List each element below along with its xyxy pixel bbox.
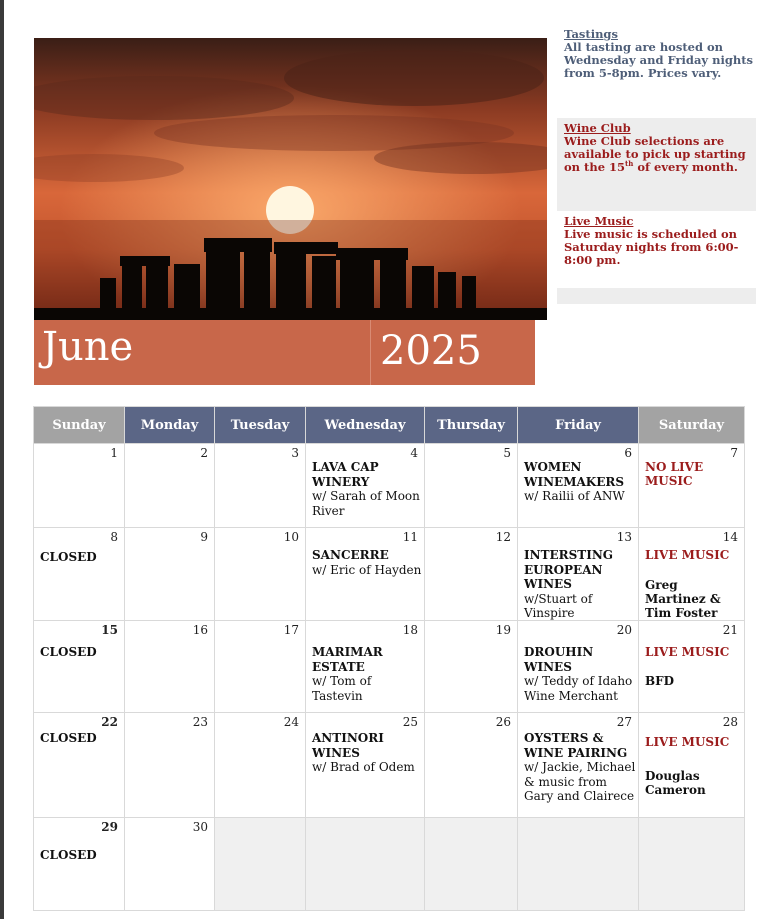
event-detail: w/ Railii of ANW (524, 489, 625, 503)
wine-club-title: Wine Club (564, 121, 631, 135)
date-number: 4 (410, 446, 418, 460)
week-row (34, 621, 745, 713)
header-thursday: Thursday (425, 407, 518, 444)
date-number: 26 (495, 715, 511, 729)
sidebar-blank-box (557, 288, 756, 304)
event (524, 460, 636, 504)
event (524, 548, 636, 621)
date-number: 19 (495, 623, 511, 637)
date-number: 14 (722, 530, 738, 544)
empty-day-cell (425, 818, 518, 911)
event-title: MARIMAR ESTATE (312, 645, 383, 674)
date-number: 21 (722, 623, 738, 637)
day-cell (518, 713, 639, 818)
date-number: 25 (402, 715, 418, 729)
date-number: 17 (283, 623, 299, 637)
event-title: OYSTERS & WINE PAIRING (524, 731, 628, 760)
date-number: 6 (624, 446, 632, 460)
weekday-header-row (34, 407, 745, 444)
date-number: 7 (730, 446, 738, 460)
month-label: June (42, 324, 134, 370)
event-title: LAVA CAP WINERY (312, 460, 379, 489)
month-year-banner (34, 320, 535, 385)
day-cell (306, 528, 425, 621)
live-music-title: Live Music (564, 214, 634, 228)
live-music-text: Live music is scheduled on Saturday nights from 6:00-8:00 pm. (564, 227, 739, 267)
wine-club-text (564, 135, 756, 174)
date-number: 18 (402, 623, 418, 637)
event-title: DROUHIN WINES (524, 645, 594, 674)
event (524, 645, 636, 703)
day-cell (125, 818, 215, 911)
event-detail: w/Stuart of Vinspire (524, 591, 593, 620)
tastings-info (557, 28, 756, 90)
date-number: 5 (503, 446, 511, 460)
date-number: 30 (192, 820, 208, 834)
date-number: 29 (101, 820, 118, 834)
day-cell (425, 713, 518, 818)
date-number: 27 (616, 715, 632, 729)
day-cell (306, 621, 425, 713)
event (312, 460, 422, 518)
event-title: WOMEN WINEMAKERS (524, 460, 625, 489)
date-number: 1 (110, 446, 118, 460)
date-number: 15 (101, 623, 118, 637)
week-row (34, 818, 745, 911)
day-cell (306, 713, 425, 818)
day-cell (425, 528, 518, 621)
empty-day-cell (518, 818, 639, 911)
event-title: SANCERRE (312, 548, 389, 562)
header-tuesday: Tuesday (215, 407, 306, 444)
event-detail: w/ Teddy of Idaho Wine Merchant (524, 674, 633, 703)
date-number: 9 (200, 530, 208, 544)
music-artist: Greg Martinez & Tim Foster (645, 578, 721, 620)
date-number: 28 (722, 715, 738, 729)
day-cell (34, 713, 125, 818)
date-number: 3 (291, 446, 299, 460)
music-artist: BFD (645, 674, 675, 688)
date-number: 16 (192, 623, 208, 637)
event-detail: w/ Brad of Odem (312, 760, 415, 774)
day-cell (34, 528, 125, 621)
wine-club-text-part: Wine Club selections are available to pick up starting on the 15 (564, 134, 746, 174)
day-cell (639, 713, 745, 818)
event (312, 645, 422, 703)
day-cell (215, 621, 306, 713)
empty-day-cell (306, 818, 425, 911)
left-window-edge (0, 0, 4, 919)
date-number: 24 (283, 715, 299, 729)
tastings-text: All tasting are hosted on Wednesday and Friday nights from 5-8pm. Prices vary. (564, 40, 754, 80)
day-cell (639, 621, 745, 713)
music-status: LIVE MUSIC (645, 645, 730, 659)
music-status: NO LIVE MUSIC (645, 460, 704, 488)
day-cell (639, 444, 745, 528)
day-cell (34, 444, 125, 528)
day-cell (518, 621, 639, 713)
event-title: INTERSTING EUROPEAN WINES (524, 548, 614, 591)
week-row (34, 444, 745, 528)
date-number: 8 (110, 530, 118, 544)
date-number: 13 (616, 530, 632, 544)
music-status: LIVE MUSIC (645, 548, 730, 562)
year-label: 2025 (380, 328, 482, 374)
empty-day-cell (639, 818, 745, 911)
closed-label: CLOSED (40, 848, 97, 862)
empty-day-cell (215, 818, 306, 911)
event-detail: w/ Eric of Hayden (312, 562, 422, 577)
banner-divider (370, 320, 371, 385)
header-sunday: Sunday (34, 407, 125, 444)
header-wednesday: Wednesday (306, 407, 425, 444)
event-detail: w/ Jackie, Michael & music from Gary and Clairece (524, 760, 636, 803)
date-number: 23 (192, 715, 208, 729)
day-cell (34, 621, 125, 713)
june-calendar (33, 406, 745, 911)
music-status: LIVE MUSIC (645, 735, 730, 749)
day-cell (215, 713, 306, 818)
date-number: 12 (495, 530, 511, 544)
event-detail: w/ Sarah of Moon River (312, 489, 420, 518)
event-detail: w/ Tom of Tastevin (312, 674, 372, 703)
date-number: 20 (616, 623, 632, 637)
day-cell (306, 444, 425, 528)
event (524, 731, 636, 804)
week-row (34, 713, 745, 818)
day-cell (518, 444, 639, 528)
day-cell (215, 528, 306, 621)
ordinal-suffix: th (625, 159, 634, 169)
closed-label: CLOSED (40, 645, 97, 659)
event (312, 731, 422, 775)
day-cell (125, 621, 215, 713)
event-title: ANTINORI WINES (312, 731, 384, 760)
closed-label: CLOSED (40, 550, 97, 564)
day-cell (518, 528, 639, 621)
day-cell (425, 621, 518, 713)
stonehenge-sunset-photo (34, 38, 547, 320)
week-row (34, 528, 745, 621)
event (312, 548, 422, 577)
closed-label: CLOSED (40, 731, 97, 745)
wine-club-info (557, 118, 756, 211)
header-saturday: Saturday (639, 407, 745, 444)
wine-club-text-part: of every month. (633, 160, 738, 174)
header-monday: Monday (125, 407, 215, 444)
date-number: 11 (402, 530, 418, 544)
day-cell (425, 444, 518, 528)
day-cell (639, 528, 745, 621)
music-artist: Douglas Cameron (645, 769, 706, 797)
day-cell (125, 444, 215, 528)
header-friday: Friday (518, 407, 639, 444)
day-cell (125, 528, 215, 621)
date-number: 22 (101, 715, 118, 729)
date-number: 2 (200, 446, 208, 460)
day-cell (215, 444, 306, 528)
day-cell (34, 818, 125, 911)
day-cell (125, 713, 215, 818)
date-number: 10 (283, 530, 299, 544)
live-music-info (557, 215, 756, 277)
tastings-title: Tastings (564, 27, 618, 41)
